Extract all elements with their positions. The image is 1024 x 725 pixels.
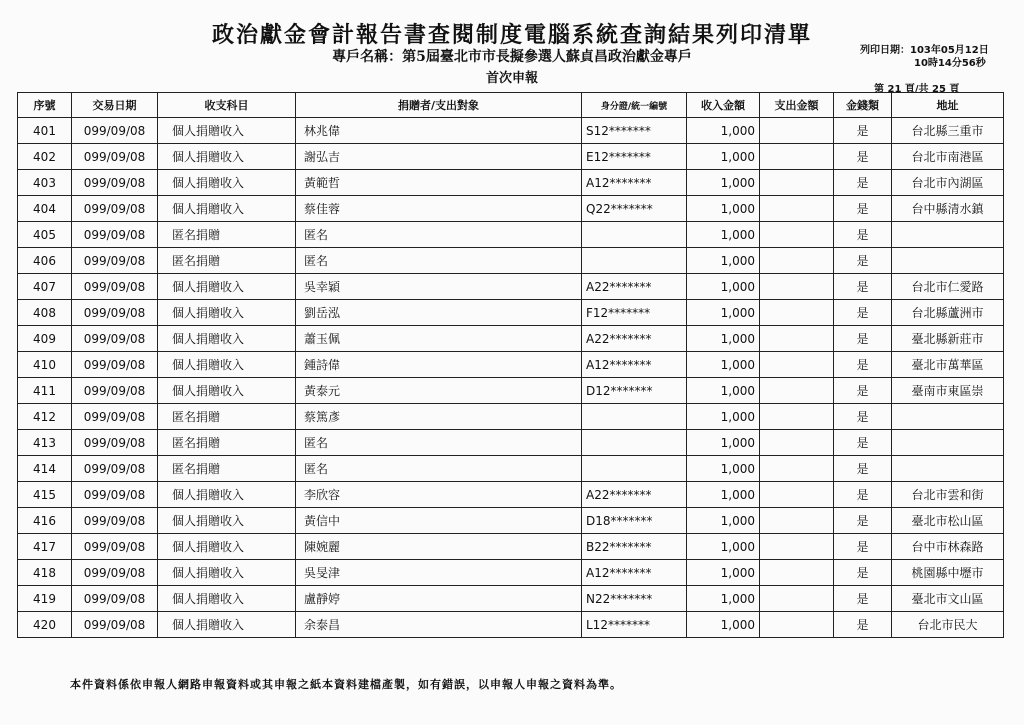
- page-info: 第 21 頁/共 25 頁: [874, 84, 960, 95]
- table-row: [18, 196, 1004, 222]
- cash-type-cell: 是: [834, 248, 892, 274]
- expense-cell: [760, 534, 834, 560]
- serial-cell: 406: [18, 248, 72, 274]
- serial-cell: 415: [18, 482, 72, 508]
- date-cell: 099/09/08: [72, 196, 158, 222]
- category-cell: 個人捐贈收入: [158, 300, 296, 326]
- donor-cell: 李欣容: [296, 482, 582, 508]
- date-cell: 099/09/08: [72, 352, 158, 378]
- income-cell: 1,000: [687, 482, 760, 508]
- category-cell: 個人捐贈收入: [158, 378, 296, 404]
- income-cell: 1,000: [687, 352, 760, 378]
- donor-cell: 鍾詩偉: [296, 352, 582, 378]
- expense-cell: [760, 404, 834, 430]
- table-row: [18, 508, 1004, 534]
- donor-cell: 蕭玉佩: [296, 326, 582, 352]
- expense-cell: [760, 326, 834, 352]
- serial-cell: 418: [18, 560, 72, 586]
- category-cell: 個人捐贈收入: [158, 170, 296, 196]
- donor-cell: 吳旻津: [296, 560, 582, 586]
- id-number-cell: A22*******: [582, 326, 687, 352]
- serial-cell: 405: [18, 222, 72, 248]
- income-cell: 1,000: [687, 300, 760, 326]
- address-cell: [892, 430, 1004, 456]
- address-cell: 臺北縣新莊市: [892, 326, 1004, 352]
- donor-cell: 陳婉麗: [296, 534, 582, 560]
- address-cell: [892, 248, 1004, 274]
- table-row: [18, 274, 1004, 300]
- serial-cell: 407: [18, 274, 72, 300]
- donor-cell: 匿名: [296, 430, 582, 456]
- donor-cell: 余泰昌: [296, 612, 582, 638]
- report-type: 首次申報: [485, 71, 538, 86]
- address-cell: 台北市仁愛路: [892, 274, 1004, 300]
- donor-cell: 蔡佳蓉: [296, 196, 582, 222]
- id-number-cell: A12*******: [582, 560, 687, 586]
- donor-cell: 謝弘吉: [296, 144, 582, 170]
- date-cell: 099/09/08: [72, 404, 158, 430]
- cash-type-cell: 是: [834, 612, 892, 638]
- id-number-cell: L12*******: [582, 612, 687, 638]
- id-number-cell: A12*******: [582, 352, 687, 378]
- expense-cell: [760, 300, 834, 326]
- date-cell: 099/09/08: [72, 534, 158, 560]
- date-cell: 099/09/08: [72, 300, 158, 326]
- expense-cell: [760, 144, 834, 170]
- expense-cell: [760, 612, 834, 638]
- donor-cell: 黃範哲: [296, 170, 582, 196]
- column-header: 地址: [892, 93, 1004, 118]
- date-cell: 099/09/08: [72, 456, 158, 482]
- table-row: [18, 404, 1004, 430]
- category-cell: 個人捐贈收入: [158, 352, 296, 378]
- date-cell: 099/09/08: [72, 586, 158, 612]
- id-number-cell: D12*******: [582, 378, 687, 404]
- column-header: 捐贈者/支出對象: [296, 93, 582, 118]
- category-cell: 匿名捐贈: [158, 456, 296, 482]
- id-number-cell: [582, 222, 687, 248]
- expense-cell: [760, 456, 834, 482]
- serial-cell: 412: [18, 404, 72, 430]
- cash-type-cell: 是: [834, 404, 892, 430]
- donor-cell: 吳幸穎: [296, 274, 582, 300]
- serial-cell: 410: [18, 352, 72, 378]
- cash-type-cell: 是: [834, 378, 892, 404]
- cash-type-cell: 是: [834, 430, 892, 456]
- donor-cell: 林兆偉: [296, 118, 582, 144]
- income-cell: 1,000: [687, 144, 760, 170]
- serial-cell: 414: [18, 456, 72, 482]
- donor-cell: 黃信中: [296, 508, 582, 534]
- id-number-cell: Q22*******: [582, 196, 687, 222]
- donor-cell: 蔡篤彥: [296, 404, 582, 430]
- category-cell: 個人捐贈收入: [158, 508, 296, 534]
- address-cell: 台北市民大: [892, 612, 1004, 638]
- expense-cell: [760, 378, 834, 404]
- expense-cell: [760, 274, 834, 300]
- id-number-cell: [582, 430, 687, 456]
- cash-type-cell: 是: [834, 586, 892, 612]
- date-cell: 099/09/08: [72, 144, 158, 170]
- id-number-cell: D18*******: [582, 508, 687, 534]
- address-cell: 臺北市松山區: [892, 508, 1004, 534]
- cash-type-cell: 是: [834, 534, 892, 560]
- expense-cell: [760, 222, 834, 248]
- serial-cell: 404: [18, 196, 72, 222]
- column-header: 身分證/統一編號: [582, 93, 687, 118]
- address-cell: 台北市內湖區: [892, 170, 1004, 196]
- serial-cell: 409: [18, 326, 72, 352]
- serial-cell: 411: [18, 378, 72, 404]
- date-cell: 099/09/08: [72, 612, 158, 638]
- date-cell: 099/09/08: [72, 482, 158, 508]
- date-cell: 099/09/08: [72, 378, 158, 404]
- income-cell: 1,000: [687, 170, 760, 196]
- income-cell: 1,000: [687, 430, 760, 456]
- date-cell: 099/09/08: [72, 274, 158, 300]
- table-row: [18, 118, 1004, 144]
- id-number-cell: S12*******: [582, 118, 687, 144]
- donor-cell: 劉岳泓: [296, 300, 582, 326]
- category-cell: 匿名捐贈: [158, 222, 296, 248]
- donor-cell: 盧靜婷: [296, 586, 582, 612]
- cash-type-cell: 是: [834, 118, 892, 144]
- date-cell: 099/09/08: [72, 248, 158, 274]
- address-cell: [892, 456, 1004, 482]
- income-cell: 1,000: [687, 456, 760, 482]
- address-cell: 台北市南港區: [892, 144, 1004, 170]
- serial-cell: 416: [18, 508, 72, 534]
- category-cell: 個人捐贈收入: [158, 118, 296, 144]
- address-cell: [892, 222, 1004, 248]
- table-row: [18, 144, 1004, 170]
- category-cell: 個人捐贈收入: [158, 274, 296, 300]
- category-cell: 個人捐贈收入: [158, 326, 296, 352]
- expense-cell: [760, 560, 834, 586]
- print-date: 列印日期：103年05月12日: [860, 45, 989, 56]
- category-cell: 匿名捐贈: [158, 404, 296, 430]
- expense-cell: [760, 430, 834, 456]
- income-cell: 1,000: [687, 118, 760, 144]
- print-info: [860, 44, 989, 70]
- table-row: [18, 352, 1004, 378]
- date-cell: 099/09/08: [72, 430, 158, 456]
- cash-type-cell: 是: [834, 456, 892, 482]
- table-row: [18, 430, 1004, 456]
- expense-cell: [760, 352, 834, 378]
- expense-cell: [760, 248, 834, 274]
- serial-cell: 420: [18, 612, 72, 638]
- date-cell: 099/09/08: [72, 170, 158, 196]
- date-cell: 099/09/08: [72, 326, 158, 352]
- income-cell: 1,000: [687, 274, 760, 300]
- table-row: [18, 378, 1004, 404]
- table-body: [18, 118, 1004, 638]
- cash-type-cell: 是: [834, 482, 892, 508]
- print-time: 10時14分56秒: [914, 58, 986, 69]
- id-number-cell: A12*******: [582, 170, 687, 196]
- table-row: [18, 482, 1004, 508]
- id-number-cell: [582, 404, 687, 430]
- date-cell: 099/09/08: [72, 222, 158, 248]
- expense-cell: [760, 482, 834, 508]
- expense-cell: [760, 196, 834, 222]
- serial-cell: 403: [18, 170, 72, 196]
- category-cell: 個人捐贈收入: [158, 586, 296, 612]
- serial-cell: 408: [18, 300, 72, 326]
- income-cell: 1,000: [687, 378, 760, 404]
- table-row: [18, 300, 1004, 326]
- donor-cell: 匿名: [296, 248, 582, 274]
- column-header: 收支科目: [158, 93, 296, 118]
- date-cell: 099/09/08: [72, 118, 158, 144]
- table-row: [18, 534, 1004, 560]
- account-name: 專戶名稱：第5屆臺北市市長擬參選人蘇貞昌政治獻金專戶: [332, 49, 692, 65]
- date-cell: 099/09/08: [72, 508, 158, 534]
- address-cell: 臺北市萬華區: [892, 352, 1004, 378]
- category-cell: 個人捐贈收入: [158, 482, 296, 508]
- column-header: 序號: [18, 93, 72, 118]
- donor-cell: 黃泰元: [296, 378, 582, 404]
- donor-cell: 匿名: [296, 456, 582, 482]
- expense-cell: [760, 118, 834, 144]
- serial-cell: 413: [18, 430, 72, 456]
- category-cell: 匿名捐贈: [158, 430, 296, 456]
- donor-cell: 匿名: [296, 222, 582, 248]
- address-cell: 桃園縣中壢市: [892, 560, 1004, 586]
- cash-type-cell: 是: [834, 508, 892, 534]
- income-cell: 1,000: [687, 560, 760, 586]
- table-row: [18, 456, 1004, 482]
- date-cell: 099/09/08: [72, 560, 158, 586]
- income-cell: 1,000: [687, 248, 760, 274]
- address-cell: 台中市林森路: [892, 534, 1004, 560]
- id-number-cell: [582, 456, 687, 482]
- category-cell: 個人捐贈收入: [158, 560, 296, 586]
- serial-cell: 419: [18, 586, 72, 612]
- address-cell: [892, 404, 1004, 430]
- column-header: 交易日期: [72, 93, 158, 118]
- address-cell: 台北縣三重市: [892, 118, 1004, 144]
- id-number-cell: A22*******: [582, 274, 687, 300]
- column-header: 收入金額: [687, 93, 760, 118]
- id-number-cell: B22*******: [582, 534, 687, 560]
- category-cell: 匿名捐贈: [158, 248, 296, 274]
- id-number-cell: E12*******: [582, 144, 687, 170]
- income-cell: 1,000: [687, 508, 760, 534]
- table-row: [18, 612, 1004, 638]
- id-number-cell: A22*******: [582, 482, 687, 508]
- serial-cell: 417: [18, 534, 72, 560]
- cash-type-cell: 是: [834, 560, 892, 586]
- income-cell: 1,000: [687, 404, 760, 430]
- cash-type-cell: 是: [834, 300, 892, 326]
- category-cell: 個人捐贈收入: [158, 534, 296, 560]
- expense-cell: [760, 508, 834, 534]
- cash-type-cell: 是: [834, 222, 892, 248]
- cash-type-cell: 是: [834, 196, 892, 222]
- expense-cell: [760, 586, 834, 612]
- footer-note: 本件資料係依申報人網路申報資料或其申報之紙本資料建檔產製，如有錯誤，以申報人申報之資料為準。: [70, 678, 622, 691]
- cash-type-cell: 是: [834, 352, 892, 378]
- cash-type-cell: 是: [834, 144, 892, 170]
- table-row: [18, 170, 1004, 196]
- column-header: 金錢類: [834, 93, 892, 118]
- column-header: 支出金額: [760, 93, 834, 118]
- income-cell: 1,000: [687, 196, 760, 222]
- category-cell: 個人捐贈收入: [158, 196, 296, 222]
- cash-type-cell: 是: [834, 326, 892, 352]
- address-cell: 台北市雲和街: [892, 482, 1004, 508]
- category-cell: 個人捐贈收入: [158, 612, 296, 638]
- table-header-row: [18, 93, 1004, 118]
- serial-cell: 401: [18, 118, 72, 144]
- address-cell: 台北縣蘆洲市: [892, 300, 1004, 326]
- table-row: [18, 222, 1004, 248]
- income-cell: 1,000: [687, 222, 760, 248]
- cash-type-cell: 是: [834, 274, 892, 300]
- report-title: 政治獻金會計報告書查閱制度電腦系統查詢結果列印清單: [211, 22, 812, 48]
- income-cell: 1,000: [687, 326, 760, 352]
- income-cell: 1,000: [687, 586, 760, 612]
- id-number-cell: N22*******: [582, 586, 687, 612]
- expense-cell: [760, 170, 834, 196]
- id-number-cell: F12*******: [582, 300, 687, 326]
- category-cell: 個人捐贈收入: [158, 144, 296, 170]
- table-row: [18, 560, 1004, 586]
- address-cell: 臺北市文山區: [892, 586, 1004, 612]
- address-cell: 台中縣清水鎮: [892, 196, 1004, 222]
- donation-table: [17, 92, 1004, 638]
- income-cell: 1,000: [687, 612, 760, 638]
- table-row: [18, 248, 1004, 274]
- address-cell: 臺南市東區崇: [892, 378, 1004, 404]
- cash-type-cell: 是: [834, 170, 892, 196]
- table-row: [18, 586, 1004, 612]
- id-number-cell: [582, 248, 687, 274]
- income-cell: 1,000: [687, 534, 760, 560]
- table-row: [18, 326, 1004, 352]
- serial-cell: 402: [18, 144, 72, 170]
